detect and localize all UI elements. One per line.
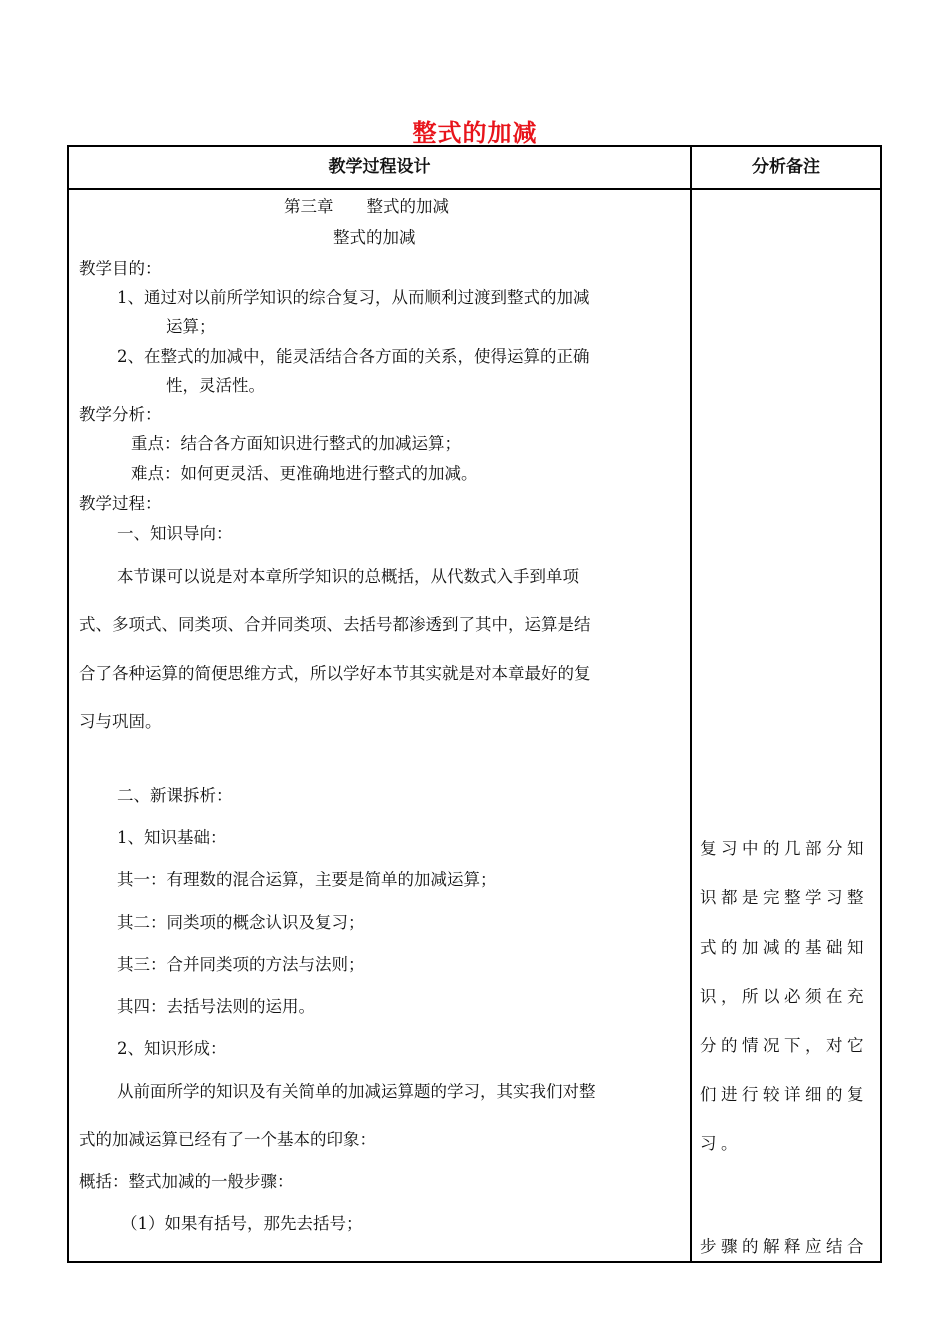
- lesson-subtitle: 整式的加减: [333, 228, 416, 247]
- process-heading: 教学过程：: [79, 494, 162, 513]
- paragraph-2-line-1: 从前面所学的知识及有关简单的加减运算题的学习，其实我们对整: [117, 1082, 596, 1101]
- note-1-line-6: 们进行较详细的复: [700, 1085, 868, 1104]
- summary-heading: 概括：整式加减的一般步骤：: [79, 1172, 294, 1191]
- basis-item-2: 其二：同类项的概念认识及复习；: [117, 913, 365, 932]
- key-point: 重点：结合各方面知识进行整式的加减运算；: [131, 434, 461, 453]
- basis-item-1: 其一：有理数的混合运算，主要是简单的加减运算；: [117, 870, 497, 889]
- note-1-line-1: 复习中的几部分知: [700, 839, 868, 858]
- paragraph-1-line-4: 习与巩固。: [79, 712, 162, 731]
- header-divider: [67, 188, 882, 190]
- note-1-line-5: 分的情况下，对它: [700, 1036, 868, 1055]
- analysis-heading: 教学分析：: [79, 405, 162, 424]
- chapter-heading: 第三章 整式的加减: [284, 197, 449, 216]
- goal-2-line-1: 2、在整式的加减中，能灵活结合各方面的关系，使得运算的正确: [117, 347, 590, 366]
- note-1-line-2: 识都是完整学习整: [700, 888, 868, 907]
- subsection-1-heading: 1、知识基础：: [117, 828, 227, 847]
- goals-heading: 教学目的：: [79, 259, 162, 278]
- difficulty-point: 难点：如何更灵活、更准确地进行整式的加减。: [131, 464, 478, 483]
- document-title: 整式的加减: [412, 119, 538, 147]
- paragraph-1-line-1: 本节课可以说是对本章所学知识的总概括，从代数式入手到单项: [117, 567, 579, 586]
- basis-item-4: 其四：去括号法则的运用。: [117, 997, 315, 1016]
- section-1-heading: 一、知识导向：: [117, 524, 233, 543]
- column-divider: [690, 145, 692, 1263]
- paragraph-1-line-3: 合了各种运算的简便思维方式，所以学好本节其实就是对本章最好的复: [79, 664, 591, 683]
- note-1-line-7: 习。: [700, 1134, 742, 1153]
- section-2-heading: 二、新课拆析：: [117, 786, 233, 805]
- basis-item-3: 其三：合并同类项的方法与法则；: [117, 955, 365, 974]
- goal-1-line-1: 1、通过对以前所学知识的综合复习，从而顺利过渡到整式的加减: [117, 288, 590, 307]
- note-1-line-3: 式的加减的基础知: [700, 938, 868, 957]
- note-1-line-4: 识，所以必须在充: [700, 987, 868, 1006]
- header-analysis-notes: 分析备注: [752, 157, 820, 177]
- note-2-line-1: 步骤的解释应结合: [700, 1237, 868, 1256]
- goal-1-line-2: 运算；: [166, 317, 216, 336]
- paragraph-2-line-2: 式的加减运算已经有了一个基本的印象：: [79, 1130, 376, 1149]
- header-teaching-process: 教学过程设计: [328, 157, 431, 177]
- subsection-2-heading: 2、知识形成：: [117, 1039, 227, 1058]
- step-1: （1）如果有括号，那先去括号；: [121, 1214, 363, 1233]
- paragraph-1-line-2: 式、多项式、同类项、合并同类项、去括号都渗透到了其中，运算是结: [79, 615, 591, 634]
- goal-2-line-2: 性，灵活性。: [166, 376, 265, 395]
